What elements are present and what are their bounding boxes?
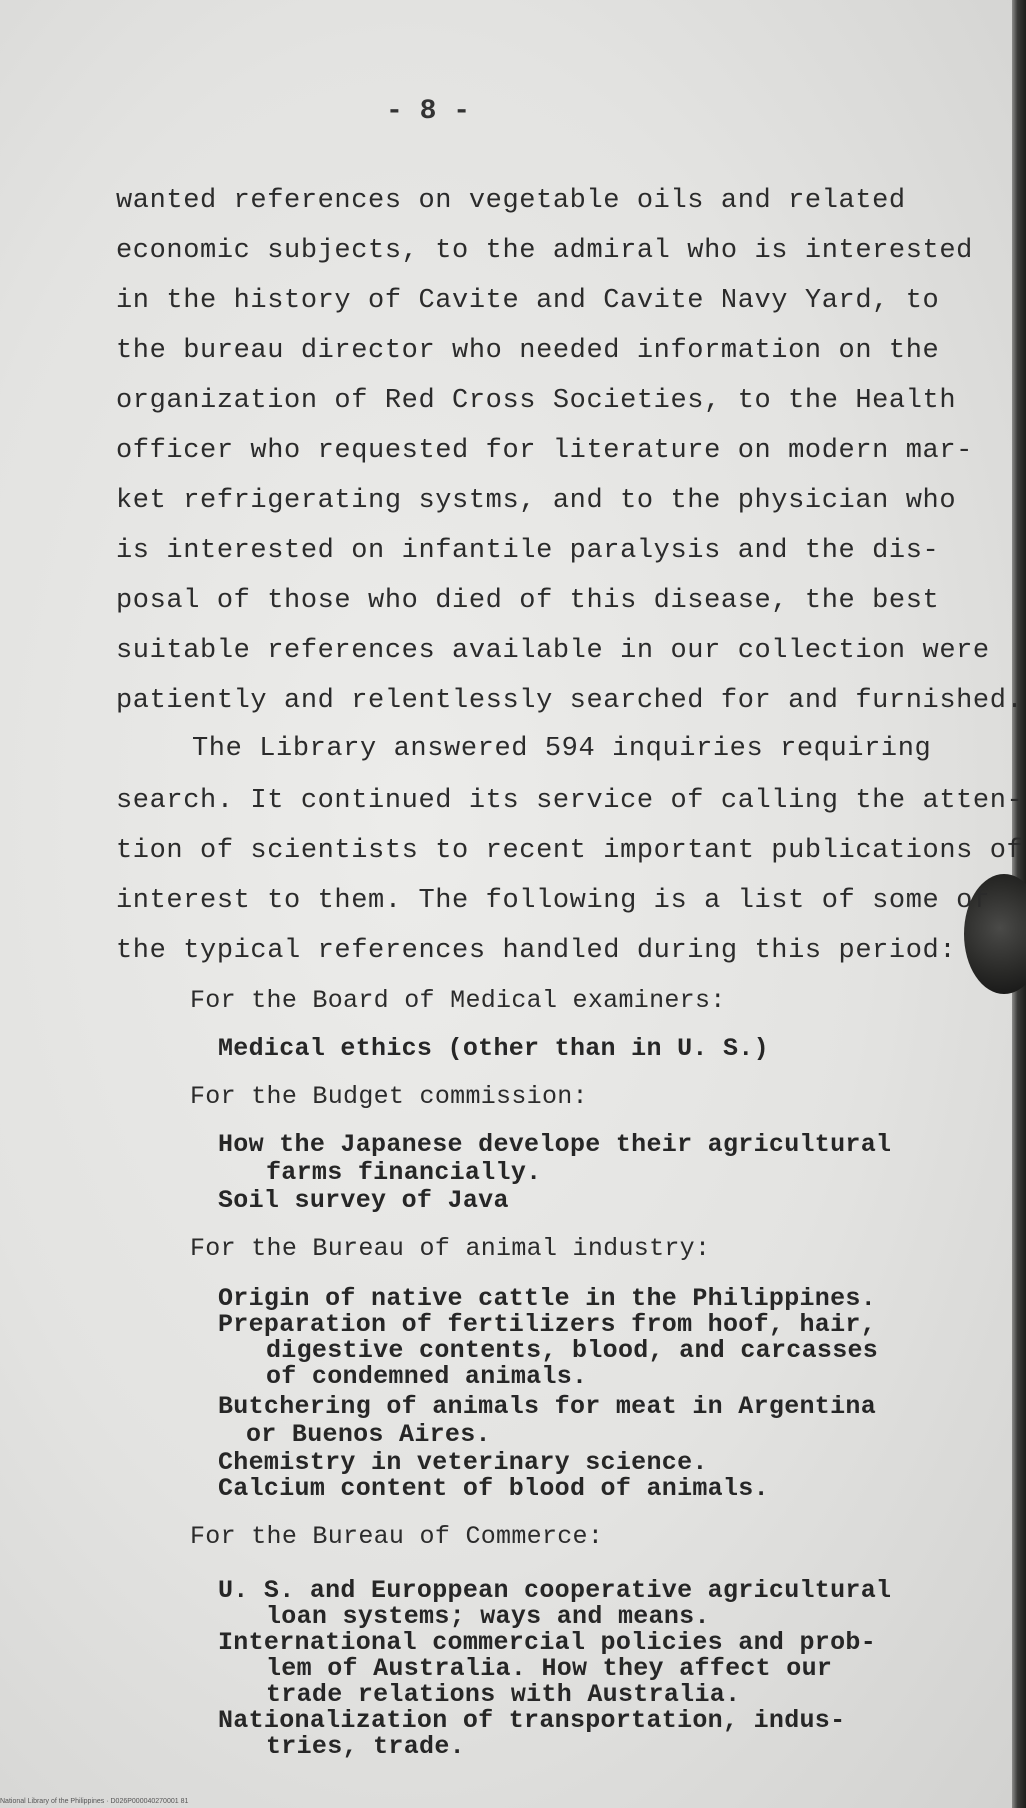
reference-item: tries, trade. — [266, 1732, 465, 1761]
body-line: search. It continued its service of calling the atten- — [116, 786, 1024, 816]
body-line: ket refrigerating systms, and to the physician who — [116, 486, 957, 516]
reference-item: Nationalization of transportation, indus- — [218, 1706, 846, 1735]
body-line: The Library answered 594 inquiries requiring — [192, 734, 932, 764]
body-line: the typical references handled during this period: — [116, 936, 957, 966]
reference-item: International commercial policies and prob- — [218, 1628, 877, 1657]
reference-item: Calcium content of blood of animals. — [218, 1474, 769, 1503]
body-line: organization of Red Cross Societies, to the Health — [116, 386, 957, 416]
page-number: - 8 - — [386, 96, 471, 127]
reference-item: trade relations with Australia. — [266, 1680, 741, 1709]
body-line: posal of those who died of this disease, the best — [116, 586, 940, 616]
reference-item: of condemned animals. — [266, 1362, 588, 1391]
reference-heading: For the Bureau of Commerce: — [190, 1522, 604, 1551]
body-line: the bureau director who needed information on the — [116, 336, 940, 366]
body-line: tion of scientists to recent important publications of — [116, 836, 1024, 866]
reference-item: or Buenos Aires. — [246, 1420, 491, 1449]
reference-item: Origin of native cattle in the Philippines. — [218, 1284, 877, 1313]
reference-item: Soil survey of Java — [218, 1186, 509, 1215]
reference-heading: For the Budget commission: — [190, 1082, 588, 1111]
reference-item: How the Japanese develope their agricultural — [218, 1130, 892, 1159]
body-line: interest to them. The following is a list of some of — [116, 886, 990, 916]
body-line: is interested on infantile paralysis and the dis- — [116, 536, 940, 566]
reference-item: Preparation of fertilizers from hoof, hair, — [218, 1310, 877, 1339]
reference-item: U. S. and Europpean cooperative agricultural — [218, 1576, 892, 1605]
reference-item: lem of Australia. How they affect our — [266, 1654, 833, 1683]
body-line: patiently and relentlessly searched for and furnished. — [116, 686, 1024, 716]
reference-item: farms financially. — [266, 1158, 542, 1187]
reference-item: Chemistry in veterinary science. — [218, 1448, 708, 1477]
body-line: in the history of Cavite and Cavite Navy Yard, to — [116, 286, 940, 316]
reference-item: Butchering of animals for meat in Argentina — [218, 1392, 877, 1421]
reference-item: loan systems; ways and means. — [266, 1602, 710, 1631]
body-line: suitable references available in our collection were — [116, 636, 990, 666]
reference-heading: For the Bureau of animal industry: — [190, 1234, 711, 1263]
reference-item: digestive contents, blood, and carcasses — [266, 1336, 879, 1365]
body-line: economic subjects, to the admiral who is interested — [116, 236, 973, 266]
scan-footer-caption: National Library of the Philippines · D026P000040270001 81 — [0, 1798, 189, 1805]
body-line: officer who requested for literature on modern mar- — [116, 436, 973, 466]
body-line: wanted references on vegetable oils and related — [116, 186, 906, 216]
reference-item: Medical ethics (other than in U. S.) — [218, 1034, 769, 1063]
reference-heading: For the Board of Medical examiners: — [190, 986, 726, 1015]
